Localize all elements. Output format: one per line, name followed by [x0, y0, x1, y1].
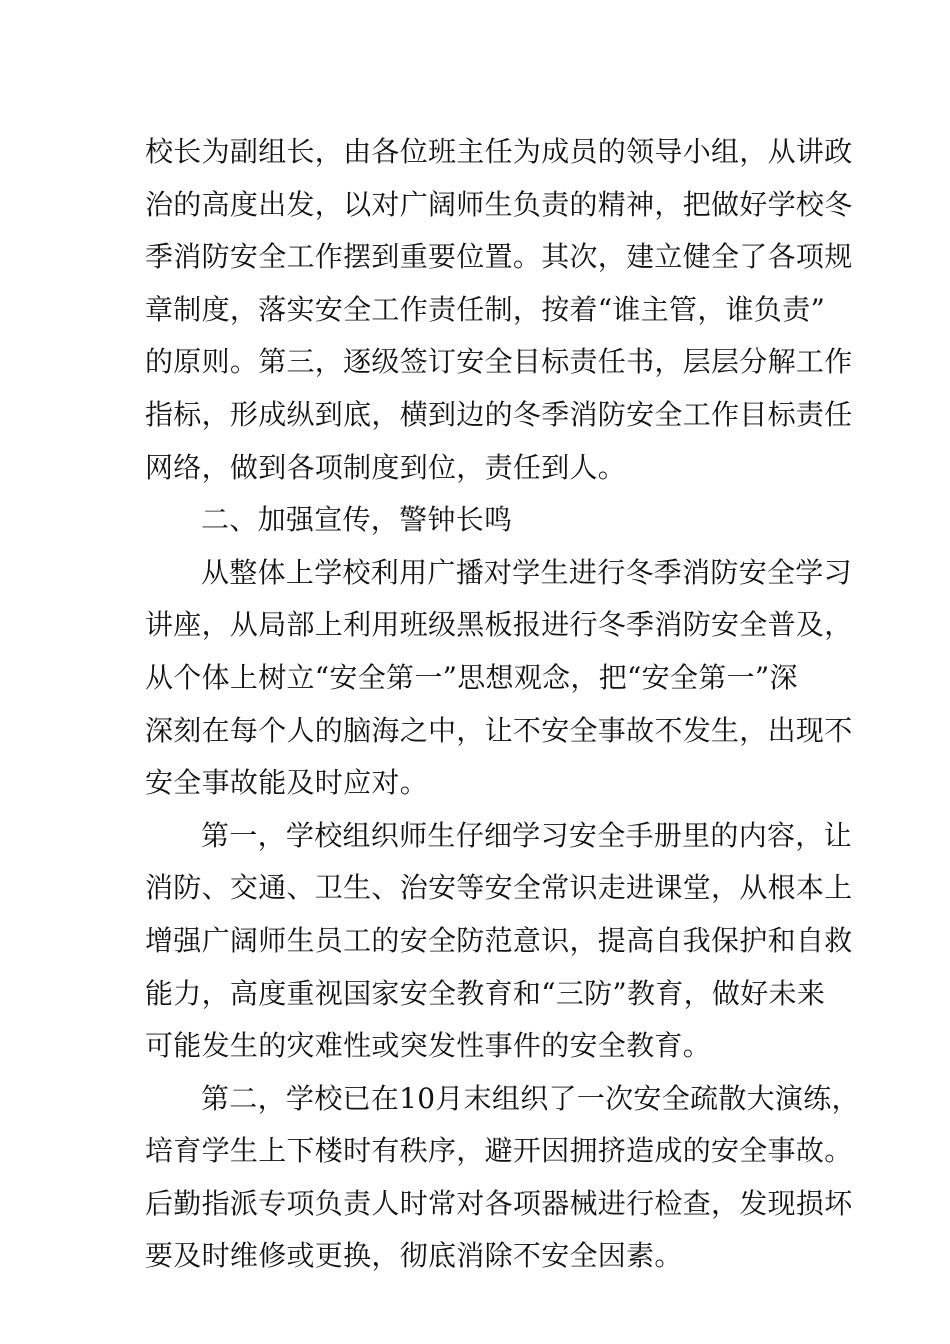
text-line: 季消防安全工作摆到重要位置。其次，建立健全了各项规: [145, 240, 853, 274]
text-line: 第二，学校已在10月末组织了一次安全疏散大演练，: [201, 1081, 860, 1115]
text-line: 章制度，落实安全工作责任制，按着“谁主管，谁负责”: [145, 292, 826, 326]
text-line: 治的高度出发，以对广阔师生负责的精神，把做好学校冬: [145, 187, 853, 221]
text-line: 深刻在每个人的脑海之中，让不安全事故不发生，出现不: [145, 713, 853, 747]
text-line: 能力，高度重视国家安全教育和“三防”教育，做好未来: [145, 976, 826, 1010]
text-line: 培育学生上下楼时有秩序，避开因拥挤造成的安全事故。: [145, 1134, 853, 1168]
text-line: 的原则。第三，逐级签订安全目标责任书，层层分解工作: [145, 345, 853, 379]
text-line: 从个体上树立“安全第一”思想观念，把“安全第一”深: [145, 660, 798, 694]
text-line: 增强广阔师生员工的安全防范意识，提高自我保护和自救: [145, 923, 853, 957]
text-line: 校长为副组长，由各位班主任为成员的领导小组，从讲政: [145, 135, 853, 168]
text-line: 网络，做到各项制度到位，责任到人。: [145, 450, 627, 484]
text-line: 安全事故能及时应对。: [145, 766, 429, 800]
text-line: 指标，形成纵到底，横到边的冬季消防安全工作目标责任: [145, 397, 853, 431]
text-line: 消防、交通、卫生、治安等安全常识走进课堂，从根本上: [145, 871, 853, 905]
text-line: 后勤指派专项负责人时常对各项器械进行检查，发现损坏: [145, 1186, 853, 1220]
section-heading: 二、加强宣传，警钟长鸣: [201, 503, 513, 537]
text-line: 第一，学校组织师生仔细学习安全手册里的内容，让: [201, 818, 852, 852]
text-line: 讲座，从局部上利用班级黑板报进行冬季消防安全普及，: [145, 608, 853, 642]
text-line: 要及时维修或更换，彻底消除不安全因素。: [145, 1239, 683, 1273]
document-body: [145, 131, 860, 1288]
text-line: 可能发生的灾难性或突发性事件的安全教育。: [145, 1029, 712, 1063]
text-line: 从整体上学校利用广播对学生进行冬季消防安全学习: [201, 555, 852, 589]
